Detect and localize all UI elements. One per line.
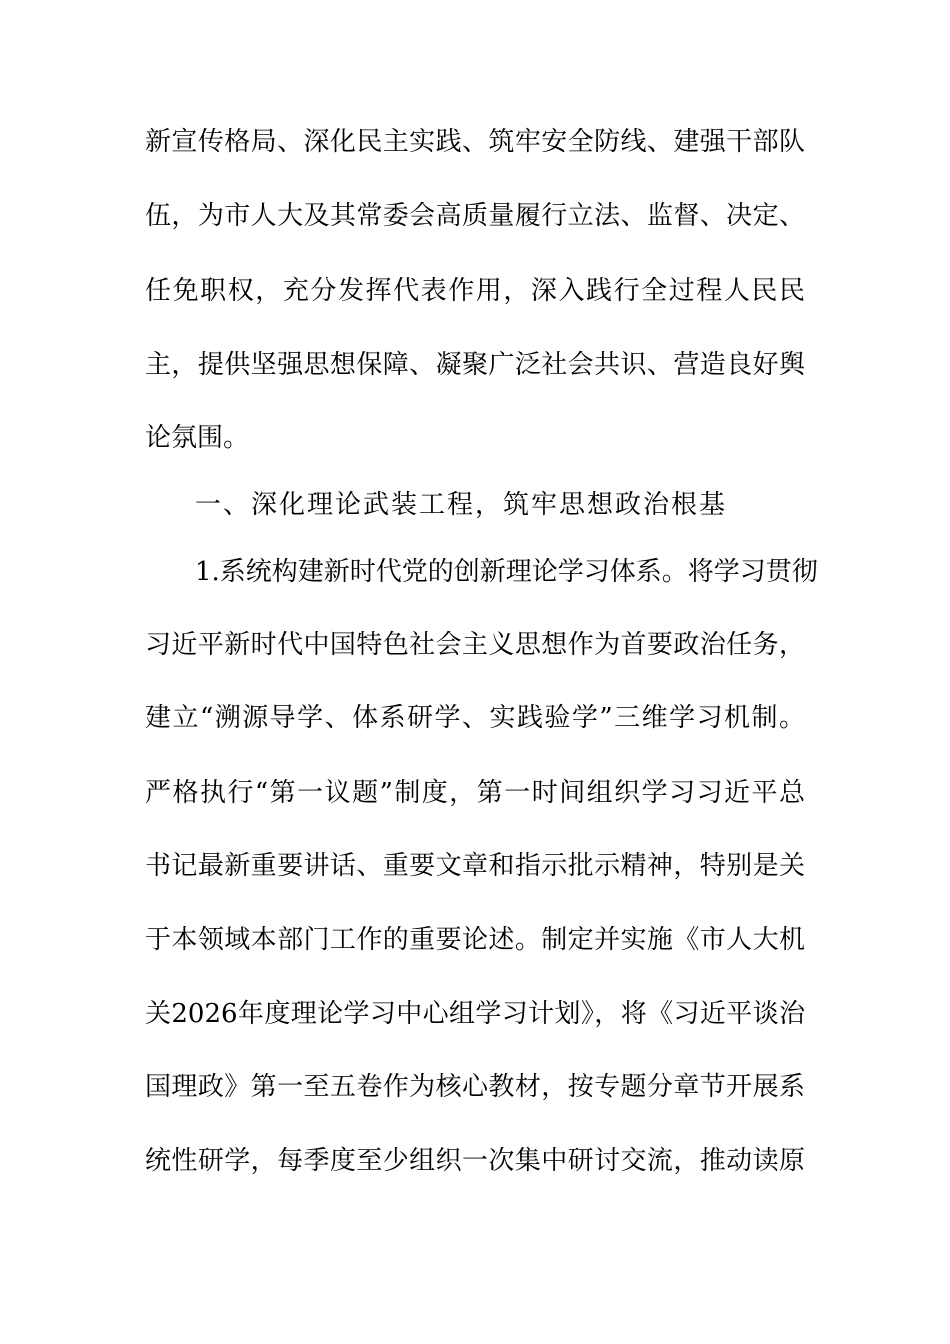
paragraph-line: 主，提供坚强思想保障、凝聚广泛社会共识、营造良好舆 [145,350,805,380]
paragraph-line: 关2026年度理论学习中心组学习计划》，将《习近平谈治 [145,999,805,1029]
paragraph-line: 统性研学，每季度至少组织一次集中研讨交流，推动读原 [145,1146,805,1176]
paragraph-line: 任免职权，充分发挥代表作用，深入践行全过程人民民 [145,276,805,306]
paragraph-line: 习近平新时代中国特色社会主义思想作为首要政治任务， [145,630,805,660]
paragraph-line: 于本领域本部门工作的重要论述。制定并实施《市人大机 [145,925,805,955]
paragraph-line: 国理政》第一至五卷作为核心教材，按专题分章节开展系 [145,1072,805,1102]
paragraph-line: 书记最新重要讲话、重要文章和指示批示精神，特别是关 [145,851,805,881]
paragraph-line: 伍，为市人大及其常委会高质量履行立法、监督、决定、 [145,201,805,231]
paragraph-line: 新宣传格局、深化民主实践、筑牢安全防线、建强干部队 [145,127,805,157]
paragraph-line: 建立“溯源导学、体系研学、实践验学”三维学习机制。 [145,703,805,733]
section-heading: 一、深化理论武装工程，筑牢思想政治根基 [195,490,728,520]
paragraph-line: 论氛围。 [145,423,250,453]
paragraph-line: 严格执行“第一议题”制度，第一时间组织学习习近平总 [145,778,805,808]
paragraph-line: 1.系统构建新时代党的创新理论学习体系。将学习贯彻 [195,557,818,587]
